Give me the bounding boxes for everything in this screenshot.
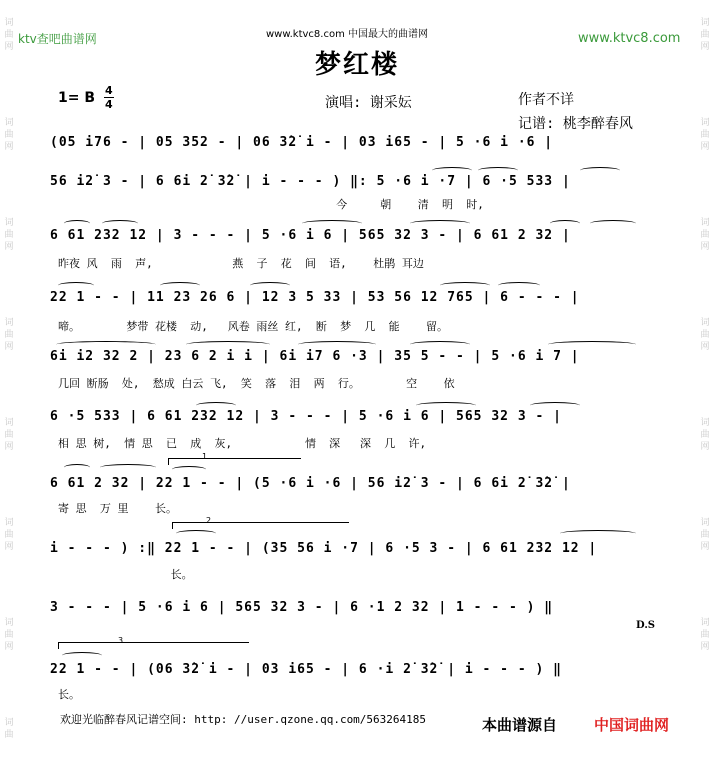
- watermark-char: 曲: [4, 30, 14, 40]
- watermark-char: 曲: [4, 430, 14, 440]
- slur: [102, 220, 138, 227]
- slur: [440, 282, 490, 289]
- volta-number: 2: [206, 516, 212, 525]
- watermark-char: 词: [700, 118, 710, 128]
- header-right-site[interactable]: www.ktvc8.com: [578, 31, 681, 46]
- source-label: 本曲谱源自: [482, 716, 558, 734]
- slur: [298, 341, 376, 348]
- slur: [410, 220, 470, 227]
- slur: [498, 282, 540, 289]
- lyrics-line: 长。: [58, 568, 193, 581]
- notation-line: 22 1 - - | (06 3̇2̇ i - | 03 i65 - | 6 ·i 2̇ 3̇2̇ | i - - - ) ‖: [50, 662, 562, 677]
- lyrics-line: 相 思 树, 情 思 已 成 灰, 情 深 深 几 许,: [58, 437, 427, 450]
- watermark-char: 词: [700, 318, 710, 328]
- slur: [590, 220, 636, 227]
- slur: [410, 341, 470, 348]
- slur: [176, 530, 216, 537]
- slur: [550, 220, 580, 227]
- key-signature: 1= B: [58, 90, 96, 106]
- watermark-char: 曲: [700, 330, 710, 340]
- notation-line: 56 i2̇ 3 - | 6 6i 2̇ 3̇2̇ | i - - - ) ‖: 5 ·6 i ·7 | 6 ·5 533 |: [50, 174, 571, 189]
- meter-bottom: 4: [105, 98, 113, 111]
- lyrics-line: 啼。 梦带 花楼 动, 风卷 雨丝 红, 断 梦 几 能 留。: [58, 320, 449, 333]
- watermark-char: 词: [4, 418, 14, 428]
- slur: [64, 464, 90, 471]
- watermark-char: 网: [700, 142, 710, 152]
- watermark-char: 词: [4, 518, 14, 528]
- watermark-char: 词: [4, 618, 14, 628]
- volta-bracket: [168, 458, 301, 465]
- ds-mark: D.S: [636, 620, 656, 631]
- slur: [416, 402, 476, 409]
- notation-line: 6 61 2 32 | 22 1 - - | (5 ·6 i ·6 | 56 i2̇ 3 - | 6 6i 2̇ 3̇2̇ |: [50, 476, 571, 491]
- meter-top: 4: [105, 84, 113, 97]
- slur: [432, 167, 472, 174]
- slur: [478, 167, 518, 174]
- watermark-char: 网: [700, 642, 710, 652]
- watermark-char: 曲: [700, 230, 710, 240]
- song-title: 梦红楼: [314, 50, 399, 80]
- watermark-char: 曲: [4, 530, 14, 540]
- watermark-char: 曲: [700, 30, 710, 40]
- watermark-char: 词: [4, 318, 14, 328]
- notation-line: 6 ·5 533 | 6 61 232 12 | 3 - - - | 5 ·6 i 6 | 565 32 3 - |: [50, 409, 562, 424]
- volta-number: 1: [202, 452, 208, 461]
- lyrics-line: 昨夜 风 雨 声, 燕 子 花 间 语, 杜鹃 耳边: [58, 257, 424, 270]
- watermark-char: 曲: [4, 330, 14, 340]
- watermark-char: 曲: [4, 630, 14, 640]
- watermark-char: 词: [4, 118, 14, 128]
- watermark-char: 词: [700, 18, 710, 28]
- watermark-char: 网: [4, 342, 14, 352]
- watermark-char: 网: [700, 442, 710, 452]
- watermark-char: 网: [4, 142, 14, 152]
- watermark-char: 词: [700, 618, 710, 628]
- notation-line: i - - - ) :‖ 22 1 - - | (35 56 i ·7 | 6 ·5 3 - | 6 61 232 12 |: [50, 541, 598, 556]
- volta-number: 3: [118, 636, 124, 645]
- header-left-site[interactable]: ktv查吧曲谱网: [18, 32, 97, 46]
- slur: [530, 402, 580, 409]
- slur: [64, 220, 90, 227]
- watermark-char: 词: [700, 518, 710, 528]
- watermark-char: 网: [4, 642, 14, 652]
- notation-line: 6 61 232 12 | 3 - - - | 5 ·6 i 6 | 565 32 3 - | 6 61 2 32 |: [50, 228, 571, 243]
- transcriber: 记谱: 桃李醉春风: [518, 116, 633, 132]
- slur: [580, 167, 620, 174]
- watermark-char: 网: [4, 542, 14, 552]
- watermark-char: 网: [4, 242, 14, 252]
- lyrics-line: 几回 断肠 处, 愁成 白云 飞, 笑 落 泪 两 行。 空 依: [58, 377, 455, 390]
- slur: [186, 341, 270, 348]
- lyrics-line: 长。: [58, 688, 80, 701]
- singer: 演唱: 谢采妘: [325, 95, 412, 111]
- volta-bracket: [58, 642, 249, 649]
- lyrics-line: 寄 思 万 里 长。: [58, 502, 177, 515]
- watermark-char: 网: [700, 542, 710, 552]
- watermark-char: 曲: [700, 130, 710, 140]
- watermark-char: 网: [700, 42, 710, 52]
- notation-line: 3 - - - | 5 ·6 i 6 | 565 32 3 - | 6 ·1 2 32 | 1 - - - ) ‖: [50, 600, 554, 615]
- watermark-char: 曲: [4, 230, 14, 240]
- slur: [160, 282, 200, 289]
- watermark-char: 曲: [700, 630, 710, 640]
- volta-bracket: [172, 522, 349, 529]
- lyrics-line: 今 朝 清 明 时,: [58, 198, 484, 211]
- slur: [58, 282, 94, 289]
- slur: [100, 464, 156, 471]
- time-signature: [104, 84, 114, 111]
- watermark-char: 曲: [700, 430, 710, 440]
- watermark-char: 词: [4, 718, 14, 728]
- slur: [250, 282, 290, 289]
- slur: [62, 652, 102, 659]
- footer-visit-link[interactable]: 欢迎光临醉春风记谱空间: http: //user.qzone.qq.com/563264185: [60, 713, 427, 726]
- watermark-char: 词: [700, 418, 710, 428]
- watermark-char: 网: [4, 442, 14, 452]
- source-site-link[interactable]: 中国词曲网: [594, 716, 670, 734]
- slur: [302, 220, 362, 227]
- watermark-char: 词: [700, 218, 710, 228]
- notation-line: 22 1 - - | 11 23 26 6 | 12 3 5 33 | 53 56 12 765 | 6 - - - |: [50, 290, 580, 305]
- author: 作者不详: [518, 92, 574, 108]
- notation-line: 6i i2 32 2 | 23 6 2 i i | 6i i7 6 ·3 | 35 5 - - | 5 ·6 i 7 |: [50, 349, 580, 364]
- slur: [172, 466, 206, 473]
- header-center-banner[interactable]: www.ktvc8.com 中国最大的曲谱网: [266, 29, 429, 40]
- watermark-char: 网: [4, 42, 14, 52]
- watermark-char: 曲: [4, 730, 14, 740]
- slur: [560, 530, 636, 537]
- slur: [56, 341, 156, 348]
- watermark-char: 词: [4, 218, 14, 228]
- notation-line: (05 i76 - | 05 352 - | 06 3̇2̇ i - | 03 i65 - | 5 ·6 i ·6 |: [50, 135, 554, 150]
- watermark-char: 网: [700, 242, 710, 252]
- watermark-char: 曲: [700, 530, 710, 540]
- slur: [196, 402, 236, 409]
- watermark-char: 曲: [4, 130, 14, 140]
- slur: [548, 341, 636, 348]
- watermark-char: 网: [700, 342, 710, 352]
- watermark-char: 词: [4, 18, 14, 28]
